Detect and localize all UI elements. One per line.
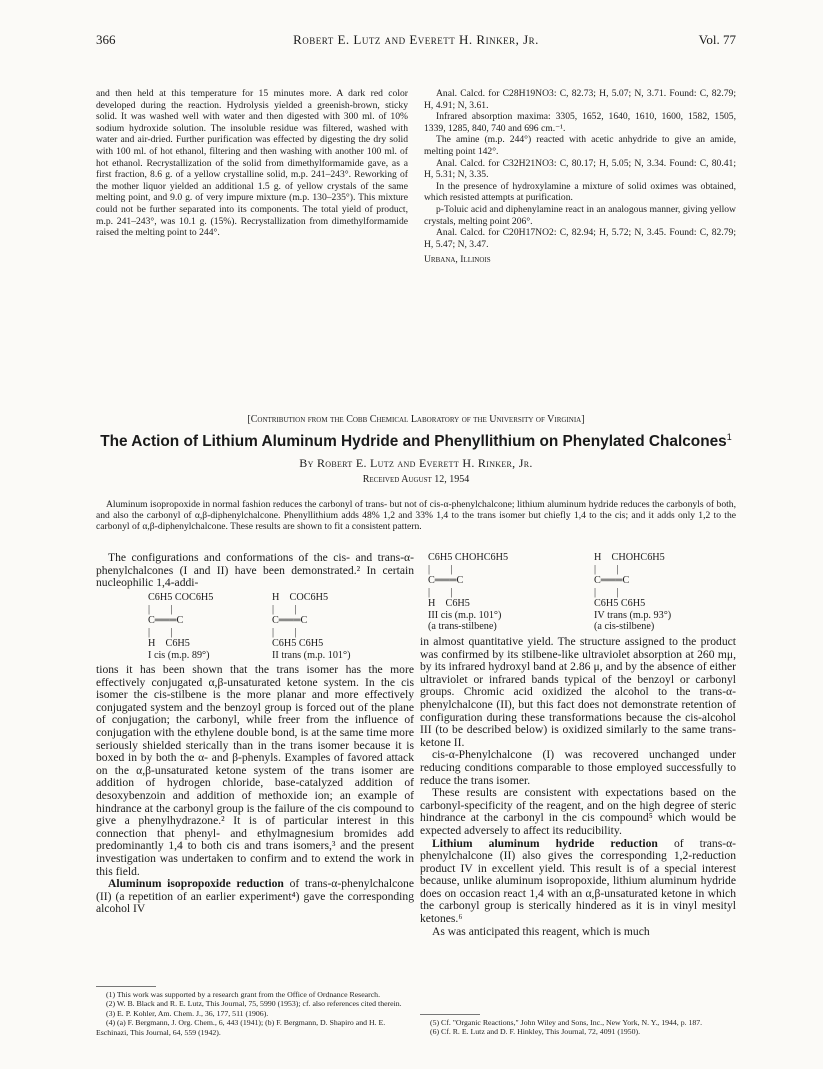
amide-note: The amine (m.p. 244°) reacted with acetic anhydride to give an amide, melting point 142°. bbox=[424, 134, 736, 157]
consistency-paragraph: These results are consistent with expectations based on the carbonyl-specificity of the reagent, and on the high degree of steric hindrance at the carbonyl in the cis compound⁵ which would be expected adversely to affect its reducibility. bbox=[420, 786, 736, 837]
structure-IV-bottom: C6H5 C6H5 bbox=[594, 598, 646, 609]
lah-text: of trans-α-phenylchalcone (II) also gives the corresponding 1,2-reduction product IV in excellent yield. This result is of a special interest because, unlike aluminum isopropoxide, lithium aluminum hydride does on occasion react 1,4 with an α,β-unsaturated ketone in which the carbonyl group is sterically hindered as it is in vinyl mesityl ketones.⁶ bbox=[420, 836, 737, 926]
structure-II-double-bond: C═══C bbox=[272, 615, 308, 626]
structure-II-label: II trans (m.p. 101°) bbox=[272, 649, 351, 661]
structure-III-top: C6H5 CHOHC6H5 bbox=[428, 552, 509, 563]
analysis-2: Anal. Calcd. for C32H21NO3: C, 80.17; H, 5.05; N, 3.34. Found: C, 80.41; H, 5.31; N, 3.35. bbox=[424, 157, 736, 181]
structure-I bbox=[148, 592, 238, 661]
footnote-6: (6) Cf. R. E. Lutz and D. F. Hinkley, This Journal, 72, 4091 (1950). bbox=[430, 1027, 641, 1037]
footnote-rule-right bbox=[420, 1014, 480, 1015]
structure-IV-sublabel: (a cis-stilbene) bbox=[594, 621, 655, 632]
structure-II-top: H COC6H5 bbox=[272, 592, 329, 603]
structure-I-label: I cis (m.p. 89°) bbox=[148, 649, 210, 661]
structure-confirmation-paragraph: in almost quantitative yield. The structure assigned to the product was confirmed by its stilbene-like ultraviolet absorption at 260 mμ, by its infrared hydroxyl band at 2.86 μ, and by the absence of either ultraviolet or infrared bands typical of the benzoyl or carbonyl groups. Chromic acid oxidized the alcohol to the trans-α-phenylchalcone (II), but this fact does not demonstrate retention of configuration during these transformations because the cis-alcohol III (to be described below) is oxidized similarly to the same trans-ketone II. bbox=[420, 635, 736, 749]
abstract: Aluminum isopropoxide in normal fashion reduces the carbonyl of trans- but not of cis-α-phenylchalcone; lithium aluminum hydride reduces the carbonyls of both, and also the carbonyl of α,β-diphenylchalcone. Phenyllithium adds 48% 1,2 and 33% 1,4 to the trans isomer but chiefly 1,4 to the cis; and it adds only 1,2 to the carbonyl of α,β-diphenylchalcone. These results are shown to fit a consistent pattern. bbox=[96, 499, 736, 532]
title-footnote-mark: 1 bbox=[726, 432, 732, 442]
authors: By Robert E. Lutz and Everett H. Rinker, Jr. bbox=[299, 456, 533, 470]
lah-heading: Lithium aluminum hydride reduction bbox=[432, 836, 658, 850]
footnote-2: (2) W. B. Black and R. E. Lutz, This Journal, 75, 5990 (1953); cf. also references cited therein. bbox=[106, 999, 402, 1009]
page-number: 366 bbox=[96, 32, 116, 47]
footnote-3: (3) E. P. Kohler, Am. Chem. J., 36, 177, 511 (1906). bbox=[106, 1008, 269, 1018]
conjugation-paragraph: tions it has been shown that the trans isomer has the more effectively conjugated α,β-unsaturated ketone system. In the cis isomer the cis-stilbene is the more planar and more effectively conjugated system and the benzoyl group is forced out of the plane of conjugation; the carbonyl, while freer from the influence of conjugation with the ethylene double bond, is at the same time more seriously shielded sterically than in the trans isomer because it is boxed in by both the α- and β-phenyls. Examples of favored attack on the α,β-unsaturated ketone system of the trans isomer are addition of hydrogen chloride, base-catalyzed addition of desoxybenzoin and addition of methoxide ion; an example of hindrance at the carbonyl group is the failure of the cis compound to give a phenylhydrazone.² It is of particular interest in this connection that phenyl- and ethylmagnesium bromides add predominantly 1,4 to both cis and trans isomers,³ and the present investigation was undertaken to confirm and to extend the work in this field. bbox=[96, 663, 414, 878]
body-right-column bbox=[420, 636, 736, 938]
footnotes-right bbox=[420, 1018, 736, 1037]
experimental-text-left bbox=[96, 88, 408, 239]
structure-IV-label: IV trans (m.p. 93°) bbox=[594, 609, 672, 621]
article-title bbox=[80, 432, 752, 451]
structure-III-label: III cis (m.p. 101°) bbox=[428, 609, 502, 621]
article-title-text: The Action of Lithium Aluminum Hydride and Phenyllithium on Phenylated Chalcones bbox=[100, 433, 727, 451]
analysis-1: Anal. Calcd. for C28H19NO3: C, 82.73; H, 5.07; N, 3.71. Found: C, 82.79; H, 4.91; N, 3.61. bbox=[424, 88, 736, 111]
structure-I-bond: | | bbox=[148, 603, 173, 615]
infrared-data: Infrared absorption maxima: 3305, 1652, 1640, 1610, 1600, 1582, 1505, 1339, 1285, 840, 740 and 696 cm.⁻¹. bbox=[424, 111, 736, 134]
structure-IV-top: H CHOHC6H5 bbox=[594, 552, 665, 563]
structure-II bbox=[272, 592, 382, 661]
structure-II-bond-lower: | | bbox=[272, 626, 297, 638]
running-title: Robert E. Lutz and Everett H. Rinker, Jr. bbox=[293, 32, 539, 47]
structure-IV bbox=[594, 552, 734, 633]
isopropoxide-text: of trans-α-phenylchalcone (II) (a repetition of an earlier experiment⁴) gave the corresponding alcohol IV bbox=[96, 877, 414, 916]
body-left-continued bbox=[96, 664, 414, 916]
structure-III-bond-lower: | | bbox=[428, 586, 453, 598]
footnote-1: (1) This work was supported by a research grant from the Office of Ordnance Research. bbox=[106, 990, 381, 999]
anticipated-paragraph: As was anticipated this reagent, which is much bbox=[432, 924, 650, 938]
lah-paragraph bbox=[420, 838, 736, 926]
toluic-note: p-Toluic acid and diphenylamine react in an analogous manner, giving yellow crystals, melting point 206°. bbox=[424, 203, 736, 227]
cis-recovery-paragraph: cis-α-Phenylchalcone (I) was recovered unchanged under reducing conditions comparable to those employed successfully to reduce the trans isomer. bbox=[420, 748, 736, 787]
structure-IV-bond-lower: | | bbox=[594, 586, 619, 598]
running-header bbox=[96, 32, 736, 50]
volume-label: Vol. 77 bbox=[698, 32, 736, 47]
structure-II-bottom: C6H5 C6H5 bbox=[272, 638, 324, 649]
structure-III-bottom: H C6H5 bbox=[428, 598, 470, 609]
experimental-text-right bbox=[424, 88, 736, 266]
footnote-4: (4) (a) F. Bergmann, J. Org. Chem., 6, 443 (1941); (b) F. Bergmann, D. Shapiro and H. E. Eschinazi, This Journal, 64, 559 (1942). bbox=[96, 1018, 386, 1037]
body-left-column bbox=[96, 552, 414, 590]
structure-I-bottom: H C6H5 bbox=[148, 638, 190, 649]
oxime-note: In the presence of hydroxylamine a mixture of solid oximes was obtained, which resisted attempts at purification. bbox=[424, 180, 736, 204]
structure-III-double-bond: C═══C bbox=[428, 575, 464, 586]
structure-I-bond-lower: | | bbox=[148, 626, 173, 638]
received-date: Received August 12, 1954 bbox=[362, 474, 470, 485]
contribution-line: [Contribution from the Cobb Chemical Laboratory of the University of Virginia] bbox=[247, 414, 585, 425]
structure-III-sublabel: (a trans-stilbene) bbox=[428, 621, 497, 632]
structure-IV-bond: | | bbox=[594, 563, 619, 575]
isopropoxide-heading: Aluminum isopropoxide reduction bbox=[108, 877, 284, 891]
analysis-3: Anal. Calcd. for C20H17NO2: C, 82.94; H, 5.72; N, 3.45. Found: C, 82.79; H, 5.47; N, 3.47. bbox=[424, 227, 736, 250]
structure-I-top: C6H5 COC6H5 bbox=[148, 592, 214, 603]
structure-III bbox=[428, 552, 568, 633]
structure-II-bond: | | bbox=[272, 603, 297, 615]
structure-IV-double-bond: C═══C bbox=[594, 575, 630, 586]
footnote-rule-left bbox=[96, 986, 156, 987]
footnote-5: (5) Cf. "Organic Reactions," John Wiley and Sons, Inc., New York, N. Y., 1944, p. 187. bbox=[430, 1018, 703, 1027]
intro-paragraph: The configurations and conformations of the cis- and trans-α-phenylchalcones (I and II) have been demonstrated.² In certain nucleophilic 1,4-addi- bbox=[96, 551, 414, 590]
structure-III-bond: | | bbox=[428, 563, 453, 575]
location: Urbana, Illinois bbox=[424, 254, 491, 266]
isopropoxide-paragraph bbox=[96, 878, 414, 916]
structure-I-double-bond: C═══C bbox=[148, 615, 184, 626]
footnotes-left bbox=[96, 990, 414, 1037]
experimental-paragraph: and then held at this temperature for 15 minutes more. A dark red color developed during the reaction. Hydrolysis yielded a greenish-brown, sticky solid. It was washed well with water and then digested with 300 ml. of 10% sodium hydroxide solution. The insoluble residue was filtered, washed with water and air-dried. Further purification was effected by digesting the dry solid with 100 ml. of hot ethanol, filtering and then washing with another 100 ml. of hot ethanol. Recrystallization of the solid from dimethylformamide gave, as a first fraction, 8.6 g. of a yellow crystalline solid, m.p. 241–243°. Reworking of the mother liquor yielded an additional 1.5 g. of yellow crystals of the same melting point, and 9.0 g. of very impure mixture (m.p. 130–235°). This mixture could not be further separated into its components. The total yield of product, m.p. 241–243°, was 10.1 g. (15%). Recrystallization from dimethylformamide raised the melting point to 244°. bbox=[96, 88, 408, 239]
